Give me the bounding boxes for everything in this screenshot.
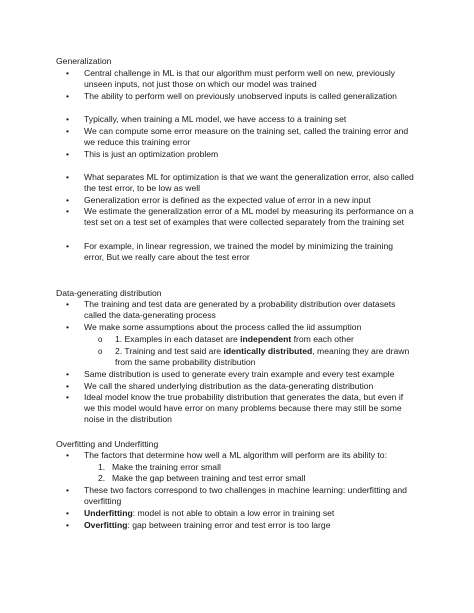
section-heading-generalization: Generalization [56,56,112,66]
list-item [66,68,414,90]
bullet-icon: • [66,241,70,251]
term-underfitting: Underfitting [84,508,133,518]
sub-item-text-post: , meaning they are drawn from the same probability distribution [115,346,410,368]
numbered-item [98,473,412,484]
bullet-icon: • [66,299,70,309]
list-item-text: Same distribution is used to generate every train example and every test example [84,369,395,379]
list-item-text: We make some assumptions about the process called the iid assumption [84,322,362,332]
bullet-icon: • [66,369,70,379]
list-item [66,114,414,125]
bullet-icon: • [66,322,70,332]
sub-list-item [98,334,415,345]
circle-bullet-icon: o [98,347,103,356]
list-item-text: The ability to perform well on previously unobserved inputs is called generalization [84,91,397,101]
number-marker: 2. [98,473,106,483]
list-item [66,172,414,194]
bullet-icon: • [66,206,70,216]
list-item-text: We estimate the generalization error of a ML model by measuring its performance on a test set on a test set of examples that were collected separately from the training set [84,206,414,228]
bullet-icon: • [66,392,70,402]
list-item [66,520,414,531]
list-item-text: These two factors correspond to two challenges in machine learning: underfitting and overfitting [84,485,407,507]
sub-list-item [98,346,415,368]
list-item [66,369,414,380]
bullet-icon: • [66,126,70,136]
sub-item-text-pre: 2. Training and test said are [115,346,224,356]
list-item [66,195,414,206]
list-item [66,206,414,228]
list-item [66,91,414,102]
list-item-text: This is just an optimization problem [84,149,219,159]
list-item [66,322,414,333]
bullet-icon: • [66,450,70,460]
list-item-text: We call the shared underlying distribution as the data-generating distribution [84,381,374,391]
list-item [66,299,414,321]
bullet-icon: • [66,149,70,159]
sub-item-text-pre: 1. Examples in each dataset are [115,334,241,344]
list-item-text: The training and test data are generated by a probability distribution over datasets called the data-generating process [84,299,396,321]
section-heading-data-generating-distribution: Data-generating distribution [56,288,162,298]
list-item-text: Typically, when training a ML model, we have access to a training set [84,114,347,124]
list-item [66,450,414,461]
list-item-text: Ideal model know the true probability distribution that generates the data, but even if we this model would have error on many problems because there may still be some noise in the distribution [84,392,404,425]
list-item [66,485,414,507]
list-item-text: Central challenge in ML is that our algorithm must perform well on new, previously unseen inputs, not just those on which our model was trained [84,68,396,90]
list-item-text: What separates ML for optimization is that we want the generalization error, also called the test error, to be low as well [84,172,414,194]
circle-bullet-icon: o [98,335,103,344]
numbered-item-text: Make the gap between training and test error small [112,473,306,483]
sub-item-text-post: from each other [291,334,354,344]
number-marker: 1. [98,462,106,472]
term-overfitting: Overfitting [84,520,128,530]
bullet-icon: • [66,520,70,530]
sub-item-bold: independent [240,334,292,344]
bullet-icon: • [66,172,70,182]
bullet-icon: • [66,195,70,205]
list-item [66,241,414,263]
bullet-icon: • [66,485,70,495]
bullet-icon: • [66,68,70,78]
list-item-text: Generalization error is defined as the expected value of error in a new input [84,195,371,205]
list-item [66,381,414,392]
list-item-text: For example, in linear regression, we trained the model by minimizing the training error, But we really care about the test error [84,241,394,263]
bullet-icon: • [66,508,70,518]
section-heading-overfitting-underfitting: Overfitting and Underfitting [56,439,159,449]
list-item [66,392,414,426]
numbered-item [98,462,412,473]
list-item-text: The factors that determine how well a ML algorithm will perform are its ability to: [84,450,387,460]
numbered-item-text: Make the training error small [112,462,221,472]
term-definition: : gap between training error and test error is too large [127,520,331,530]
list-item [66,149,414,160]
bullet-icon: • [66,91,70,101]
sub-item-bold: identically distributed [223,346,313,356]
list-item-text: We can compute some error measure on the training set, called the training error and we reduce this training error [84,126,409,148]
list-item [66,508,414,519]
bullet-icon: • [66,114,70,124]
list-item [66,126,414,148]
term-definition: : model is not able to obtain a low error in training set [132,508,335,518]
bullet-icon: • [66,381,70,391]
